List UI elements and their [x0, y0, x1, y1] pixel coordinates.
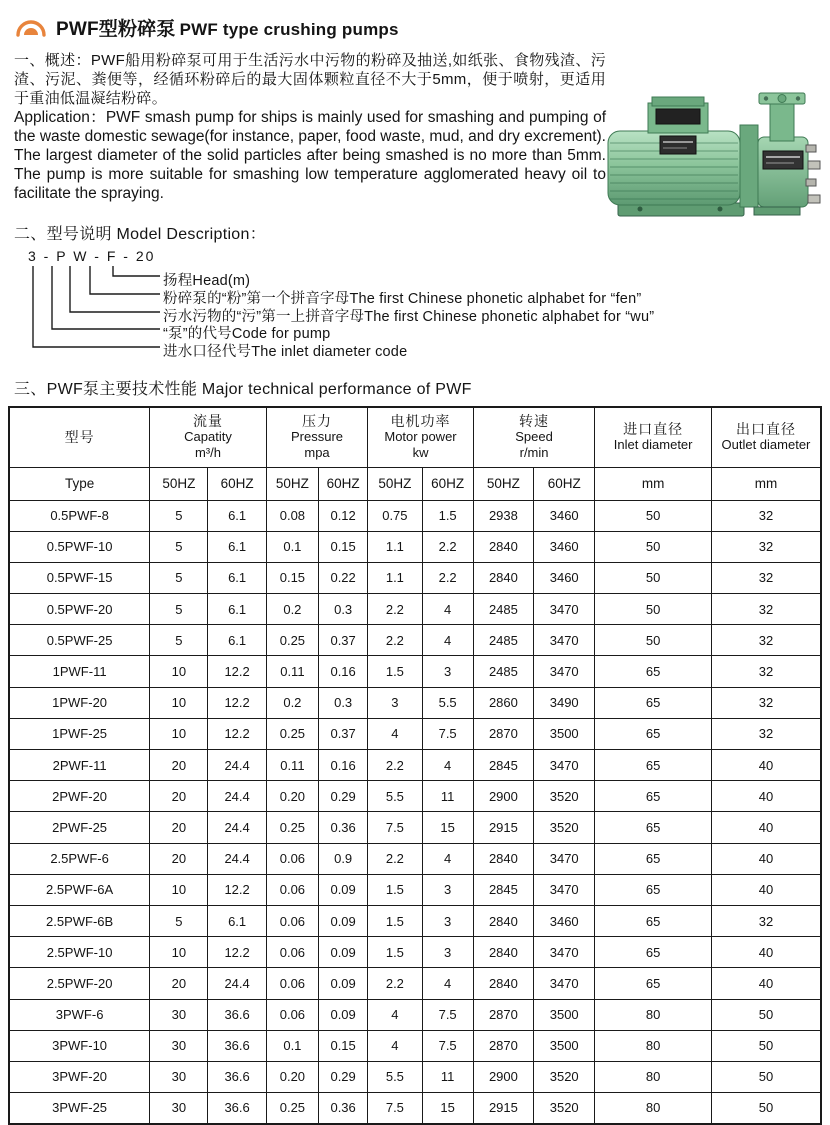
- spec-value-cell: 4: [422, 968, 473, 999]
- spec-value-cell: 2938: [473, 500, 533, 531]
- spec-value-cell: 5.5: [368, 1061, 422, 1092]
- spec-value-cell: 2.2: [368, 750, 422, 781]
- header-motor-cn: 电机功率: [390, 413, 451, 430]
- spec-value-cell: 5.5: [422, 687, 473, 718]
- spec-value-cell: 3500: [534, 718, 595, 749]
- model-type-cell: 0.5PWF-25: [9, 625, 150, 656]
- spec-value-cell: 32: [711, 656, 821, 687]
- spec-value-cell: 10: [150, 874, 208, 905]
- model-type-cell: 3PWF-10: [9, 1030, 150, 1061]
- spec-value-cell: 0.37: [319, 625, 368, 656]
- spec-value-cell: 36.6: [208, 999, 266, 1030]
- spec-value-cell: 24.4: [208, 968, 266, 999]
- spec-value-cell: 65: [595, 937, 712, 968]
- spec-value-cell: 65: [595, 968, 712, 999]
- spec-value-cell: 2870: [473, 999, 533, 1030]
- spec-value-cell: 1.1: [368, 531, 422, 562]
- spec-value-cell: 3: [422, 905, 473, 936]
- spec-value-cell: 0.06: [266, 968, 318, 999]
- model-code-diagram: [14, 248, 822, 366]
- model-type-cell: 0.5PWF-8: [9, 500, 150, 531]
- spec-value-cell: 1.5: [368, 905, 422, 936]
- header-pressure: [266, 407, 367, 467]
- spec-value-cell: 3520: [534, 781, 595, 812]
- model-description-heading: 二、型号说明 Model Description：: [14, 226, 266, 243]
- model-type-cell: 2.5PWF-6: [9, 843, 150, 874]
- spec-value-cell: 50: [595, 500, 712, 531]
- spec-value-cell: 1.5: [368, 874, 422, 905]
- header-inlet-en: Inlet diameter: [613, 437, 693, 453]
- spec-value-cell: 0.06: [266, 905, 318, 936]
- table-header-row-units: [9, 467, 821, 500]
- spec-value-cell: 12.2: [208, 687, 266, 718]
- spec-value-cell: 3: [422, 937, 473, 968]
- spec-value-cell: 3520: [534, 1093, 595, 1124]
- table-row: [9, 625, 821, 656]
- spec-value-cell: 0.16: [319, 656, 368, 687]
- subheader-capacity-60hz: 60HZ: [208, 467, 266, 500]
- spec-value-cell: 20: [150, 750, 208, 781]
- header-motor-power: [368, 407, 474, 467]
- spec-value-cell: 0.09: [319, 968, 368, 999]
- spec-value-cell: 12.2: [208, 656, 266, 687]
- table-row: [9, 999, 821, 1030]
- spec-value-cell: 4: [368, 999, 422, 1030]
- spec-value-cell: 50: [595, 562, 712, 593]
- spec-table: [8, 406, 822, 1125]
- spec-value-cell: 2485: [473, 656, 533, 687]
- spec-value-cell: 5: [150, 500, 208, 531]
- spec-value-cell: 36.6: [208, 1093, 266, 1124]
- spec-value-cell: 30: [150, 1061, 208, 1092]
- spec-value-cell: 0.16: [319, 750, 368, 781]
- spec-value-cell: 2.2: [422, 531, 473, 562]
- spec-value-cell: 3520: [534, 1061, 595, 1092]
- model-type-cell: 3PWF-25: [9, 1093, 150, 1124]
- spec-value-cell: 50: [711, 999, 821, 1030]
- spec-value-cell: 10: [150, 687, 208, 718]
- spec-value-cell: 3470: [534, 968, 595, 999]
- spec-value-cell: 0.15: [266, 562, 318, 593]
- spec-value-cell: 36.6: [208, 1030, 266, 1061]
- spec-value-cell: 3: [422, 874, 473, 905]
- header-pressure-cn: 压力: [302, 413, 332, 430]
- spec-value-cell: 4: [368, 1030, 422, 1061]
- spec-value-cell: 2840: [473, 905, 533, 936]
- model-type-cell: 2PWF-11: [9, 750, 150, 781]
- header-speed-cn: 转速: [519, 413, 550, 430]
- spec-value-cell: 0.09: [319, 905, 368, 936]
- spec-value-cell: 40: [711, 781, 821, 812]
- model-label-inlet-code: 进水口径代号The inlet diameter code: [163, 344, 408, 360]
- spec-value-cell: 65: [595, 718, 712, 749]
- table-row: [9, 1061, 821, 1092]
- spec-value-cell: 11: [422, 1061, 473, 1092]
- spec-value-cell: 65: [595, 656, 712, 687]
- spec-value-cell: 4: [422, 843, 473, 874]
- table-row: [9, 781, 821, 812]
- spec-value-cell: 3460: [534, 562, 595, 593]
- spec-value-cell: 3460: [534, 500, 595, 531]
- spec-value-cell: 7.5: [422, 999, 473, 1030]
- spec-value-cell: 20: [150, 843, 208, 874]
- subheader-motor-60hz: 60HZ: [422, 467, 473, 500]
- model-type-cell: 2.5PWF-20: [9, 968, 150, 999]
- spec-value-cell: 32: [711, 905, 821, 936]
- model-type-cell: 2PWF-25: [9, 812, 150, 843]
- header-outlet-cn: 出口直径: [735, 421, 796, 438]
- spec-value-cell: 2485: [473, 594, 533, 625]
- spec-value-cell: 0.25: [266, 718, 318, 749]
- table-row: [9, 594, 821, 625]
- spec-value-cell: 0.9: [319, 843, 368, 874]
- spec-value-cell: 3470: [534, 750, 595, 781]
- spec-value-cell: 0.1: [266, 531, 318, 562]
- spec-value-cell: 11: [422, 781, 473, 812]
- spec-value-cell: 3490: [534, 687, 595, 718]
- table-row: [9, 718, 821, 749]
- spec-value-cell: 0.36: [319, 812, 368, 843]
- header-speed-unit: r/min: [519, 445, 549, 461]
- spec-value-cell: 0.06: [266, 843, 318, 874]
- header-capacity: [150, 407, 267, 467]
- spec-value-cell: 3470: [534, 843, 595, 874]
- overview-section: [14, 51, 822, 211]
- table-row: [9, 562, 821, 593]
- subheader-capacity-50hz: 50HZ: [150, 467, 208, 500]
- spec-value-cell: 40: [711, 968, 821, 999]
- spec-value-cell: 40: [711, 812, 821, 843]
- spec-value-cell: 6.1: [208, 562, 266, 593]
- spec-value-cell: 1.5: [422, 500, 473, 531]
- spec-value-cell: 2860: [473, 687, 533, 718]
- spec-value-cell: 32: [711, 594, 821, 625]
- spec-value-cell: 6.1: [208, 500, 266, 531]
- spec-value-cell: 3500: [534, 999, 595, 1030]
- spec-value-cell: 40: [711, 843, 821, 874]
- subheader-pressure-60hz: 60HZ: [319, 467, 368, 500]
- table-row: [9, 905, 821, 936]
- header-inlet-cn: 进口直径: [623, 421, 684, 438]
- spec-value-cell: 5: [150, 594, 208, 625]
- table-row: [9, 500, 821, 531]
- model-type-cell: 1PWF-25: [9, 718, 150, 749]
- header-model-cn: 型号: [64, 428, 95, 445]
- overview-paragraph-cn: 一、概述：PWF船用粉碎泵可用于生活污水中污物的粉碎及抽送,如纸张、食物残渣、污渣、污泥、粪便等，经循环粉碎后的最大固体颗粒直径不大于5mm，便于喷射，更适用于重油低温凝结粉碎。: [14, 52, 606, 107]
- spec-value-cell: 40: [711, 937, 821, 968]
- spec-value-cell: 65: [595, 781, 712, 812]
- spec-value-cell: 0.3: [319, 594, 368, 625]
- spec-value-cell: 32: [711, 531, 821, 562]
- spec-value-cell: 32: [711, 500, 821, 531]
- spec-value-cell: 65: [595, 750, 712, 781]
- spec-value-cell: 24.4: [208, 750, 266, 781]
- spec-value-cell: 0.06: [266, 874, 318, 905]
- spec-value-cell: 0.20: [266, 781, 318, 812]
- spec-value-cell: 3500: [534, 1030, 595, 1061]
- spec-value-cell: 0.2: [266, 687, 318, 718]
- subheader-motor-50hz: 50HZ: [368, 467, 422, 500]
- spec-value-cell: 2870: [473, 718, 533, 749]
- page-title: [56, 14, 399, 41]
- spec-value-cell: 2840: [473, 843, 533, 874]
- subheader-pressure-50hz: 50HZ: [266, 467, 318, 500]
- page-header: [14, 14, 822, 41]
- spec-value-cell: 65: [595, 812, 712, 843]
- spec-value-cell: 80: [595, 999, 712, 1030]
- spec-table-body: [9, 500, 821, 1124]
- spec-value-cell: 0.25: [266, 1093, 318, 1124]
- spec-value-cell: 3470: [534, 594, 595, 625]
- spec-value-cell: 50: [711, 1061, 821, 1092]
- spec-value-cell: 2.2: [368, 594, 422, 625]
- page-title-cn: PWF型粉碎泵: [56, 19, 176, 40]
- spec-value-cell: 80: [595, 1030, 712, 1061]
- spec-value-cell: 32: [711, 625, 821, 656]
- spec-value-cell: 2485: [473, 625, 533, 656]
- spec-value-cell: 0.08: [266, 500, 318, 531]
- arc-sunrise-logo-icon: [14, 16, 48, 40]
- spec-value-cell: 2.2: [422, 562, 473, 593]
- spec-value-cell: 2840: [473, 531, 533, 562]
- spec-value-cell: 30: [150, 999, 208, 1030]
- model-type-cell: 0.5PWF-10: [9, 531, 150, 562]
- spec-value-cell: 2840: [473, 937, 533, 968]
- spec-value-cell: 12.2: [208, 874, 266, 905]
- spec-value-cell: 0.25: [266, 812, 318, 843]
- subheader-type: Type: [9, 467, 150, 500]
- spec-value-cell: 0.11: [266, 750, 318, 781]
- spec-value-cell: 3470: [534, 656, 595, 687]
- model-type-cell: 3PWF-6: [9, 999, 150, 1030]
- green-crushing-pump-photo: [602, 87, 824, 225]
- spec-value-cell: 5: [150, 562, 208, 593]
- table-row: [9, 812, 821, 843]
- model-label-fen: 粉碎泵的“粉”第一个拼音字母The first Chinese phonetic alphabet for “fen”: [163, 291, 642, 307]
- table-row: [9, 937, 821, 968]
- spec-value-cell: 50: [711, 1030, 821, 1061]
- page-title-en: PWF type crushing pumps: [179, 20, 399, 39]
- table-header-row-groups: [9, 407, 821, 467]
- spec-value-cell: 10: [150, 718, 208, 749]
- table-row: [9, 750, 821, 781]
- spec-value-cell: 7.5: [422, 718, 473, 749]
- spec-value-cell: 3520: [534, 812, 595, 843]
- spec-value-cell: 50: [595, 531, 712, 562]
- header-outlet: [711, 407, 821, 467]
- spec-value-cell: 2840: [473, 562, 533, 593]
- header-speed-en: Speed: [515, 429, 553, 445]
- spec-value-cell: 5: [150, 625, 208, 656]
- application-paragraph-en: Application：PWF smash pump for ships is mainly used for smashing and pumping of the waste domestic sewage(for instance, paper, food waste, mud, and dry excrement). The largest diameter of the solid particles after being smashed is no more than 5mm. The pump is more suitable for smashing low temperature agglomerated heavy oil to facilitate the spraying.: [14, 109, 606, 202]
- header-motor-en: Motor power: [384, 429, 457, 445]
- spec-value-cell: 0.3: [319, 687, 368, 718]
- spec-value-cell: 10: [150, 656, 208, 687]
- header-motor-unit: kw: [412, 445, 429, 461]
- spec-value-cell: 2900: [473, 1061, 533, 1092]
- spec-value-cell: 80: [595, 1093, 712, 1124]
- spec-value-cell: 0.09: [319, 999, 368, 1030]
- spec-value-cell: 12.2: [208, 937, 266, 968]
- spec-value-cell: 50: [711, 1093, 821, 1124]
- model-label-head: 扬程Head(m): [163, 273, 251, 289]
- spec-value-cell: 3: [422, 656, 473, 687]
- header-speed: [473, 407, 595, 467]
- spec-value-cell: 0.09: [319, 874, 368, 905]
- table-row: [9, 687, 821, 718]
- spec-value-cell: 5: [150, 905, 208, 936]
- table-row: [9, 531, 821, 562]
- spec-value-cell: 36.6: [208, 1061, 266, 1092]
- subheader-speed-60hz: 60HZ: [534, 467, 595, 500]
- spec-value-cell: 5.5: [368, 781, 422, 812]
- spec-value-cell: 32: [711, 718, 821, 749]
- spec-value-cell: 65: [595, 874, 712, 905]
- spec-value-cell: 4: [368, 718, 422, 749]
- spec-value-cell: 7.5: [422, 1030, 473, 1061]
- model-code: 3 - P W - F - 20: [28, 248, 156, 264]
- spec-value-cell: 7.5: [368, 1093, 422, 1124]
- spec-value-cell: 5: [150, 531, 208, 562]
- header-pressure-en: Pressure: [290, 429, 344, 445]
- spec-value-cell: 2900: [473, 781, 533, 812]
- header-capacity-en: Capatity: [184, 429, 232, 445]
- spec-value-cell: 3460: [534, 905, 595, 936]
- spec-value-cell: 3470: [534, 937, 595, 968]
- spec-value-cell: 65: [595, 905, 712, 936]
- spec-value-cell: 0.37: [319, 718, 368, 749]
- spec-value-cell: 20: [150, 812, 208, 843]
- spec-value-cell: 40: [711, 750, 821, 781]
- spec-value-cell: 0.29: [319, 781, 368, 812]
- spec-value-cell: 24.4: [208, 812, 266, 843]
- subheader-speed-50hz: 50HZ: [473, 467, 533, 500]
- model-type-cell: 2.5PWF-10: [9, 937, 150, 968]
- spec-table-head: [9, 407, 821, 500]
- spec-value-cell: 15: [422, 1093, 473, 1124]
- spec-value-cell: 0.20: [266, 1061, 318, 1092]
- spec-value-cell: 50: [595, 625, 712, 656]
- spec-value-cell: 65: [595, 843, 712, 874]
- spec-value-cell: 2.2: [368, 968, 422, 999]
- spec-value-cell: 6.1: [208, 625, 266, 656]
- spec-value-cell: 40: [711, 874, 821, 905]
- spec-value-cell: 4: [422, 625, 473, 656]
- spec-value-cell: 24.4: [208, 781, 266, 812]
- spec-value-cell: 6.1: [208, 594, 266, 625]
- model-type-cell: 3PWF-20: [9, 1061, 150, 1092]
- spec-value-cell: 2870: [473, 1030, 533, 1061]
- model-label-pump-code: “泵”的代号Code for pump: [163, 326, 331, 342]
- spec-value-cell: 32: [711, 562, 821, 593]
- spec-value-cell: 6.1: [208, 531, 266, 562]
- spec-value-cell: 3: [368, 687, 422, 718]
- table-row: [9, 1093, 821, 1124]
- spec-value-cell: 1.5: [368, 656, 422, 687]
- header-inlet: [595, 407, 712, 467]
- spec-value-cell: 0.22: [319, 562, 368, 593]
- model-type-cell: 1PWF-11: [9, 656, 150, 687]
- spec-value-cell: 4: [422, 594, 473, 625]
- spec-value-cell: 0.75: [368, 500, 422, 531]
- spec-value-cell: 0.11: [266, 656, 318, 687]
- spec-value-cell: 6.1: [208, 905, 266, 936]
- spec-value-cell: 0.2: [266, 594, 318, 625]
- spec-value-cell: 0.15: [319, 531, 368, 562]
- spec-value-cell: 0.12: [319, 500, 368, 531]
- spec-value-cell: 20: [150, 781, 208, 812]
- spec-value-cell: 24.4: [208, 843, 266, 874]
- spec-value-cell: 2915: [473, 1093, 533, 1124]
- subheader-inlet-mm: mm: [595, 467, 712, 500]
- header-outlet-en: Outlet diameter: [721, 437, 811, 453]
- spec-value-cell: 12.2: [208, 718, 266, 749]
- table-row: [9, 874, 821, 905]
- subheader-outlet-mm: mm: [711, 467, 821, 500]
- header-pressure-unit: mpa: [304, 445, 330, 461]
- header-model: [9, 407, 150, 467]
- spec-value-cell: 10: [150, 937, 208, 968]
- model-label-wu: 污水污物的“污”第一上拼音字母The first Chinese phonetic alphabet for “wu”: [163, 309, 655, 325]
- spec-value-cell: 0.29: [319, 1061, 368, 1092]
- spec-value-cell: 30: [150, 1093, 208, 1124]
- spec-value-cell: 0.1: [266, 1030, 318, 1061]
- table-row: [9, 1030, 821, 1061]
- spec-value-cell: 0.09: [319, 937, 368, 968]
- model-type-cell: 2.5PWF-6B: [9, 905, 150, 936]
- table-row: [9, 968, 821, 999]
- spec-value-cell: 3470: [534, 625, 595, 656]
- spec-value-cell: 2845: [473, 874, 533, 905]
- spec-value-cell: 2845: [473, 750, 533, 781]
- spec-value-cell: 4: [422, 750, 473, 781]
- spec-value-cell: 80: [595, 1061, 712, 1092]
- performance-heading: 三、PWF泵主要技术性能 Major technical performance of PWF: [14, 381, 472, 398]
- model-type-cell: 2PWF-20: [9, 781, 150, 812]
- table-row: [9, 656, 821, 687]
- spec-value-cell: 2840: [473, 968, 533, 999]
- model-type-cell: 0.5PWF-20: [9, 594, 150, 625]
- spec-value-cell: 2915: [473, 812, 533, 843]
- spec-value-cell: 3460: [534, 531, 595, 562]
- spec-value-cell: 0.06: [266, 999, 318, 1030]
- model-type-cell: 0.5PWF-15: [9, 562, 150, 593]
- header-capacity-unit: m³/h: [194, 445, 221, 461]
- spec-value-cell: 7.5: [368, 812, 422, 843]
- spec-value-cell: 2.2: [368, 843, 422, 874]
- spec-value-cell: 1.5: [368, 937, 422, 968]
- spec-value-cell: 32: [711, 687, 821, 718]
- header-capacity-cn: 流量: [192, 413, 223, 430]
- spec-value-cell: 1.1: [368, 562, 422, 593]
- spec-value-cell: 15: [422, 812, 473, 843]
- spec-value-cell: 0.15: [319, 1030, 368, 1061]
- spec-value-cell: 0.25: [266, 625, 318, 656]
- spec-value-cell: 0.06: [266, 937, 318, 968]
- spec-value-cell: 50: [595, 594, 712, 625]
- spec-value-cell: 65: [595, 687, 712, 718]
- spec-value-cell: 2.2: [368, 625, 422, 656]
- table-row: [9, 843, 821, 874]
- spec-value-cell: 3470: [534, 874, 595, 905]
- model-type-cell: 1PWF-20: [9, 687, 150, 718]
- model-type-cell: 2.5PWF-6A: [9, 874, 150, 905]
- spec-value-cell: 20: [150, 968, 208, 999]
- spec-value-cell: 30: [150, 1030, 208, 1061]
- spec-value-cell: 0.36: [319, 1093, 368, 1124]
